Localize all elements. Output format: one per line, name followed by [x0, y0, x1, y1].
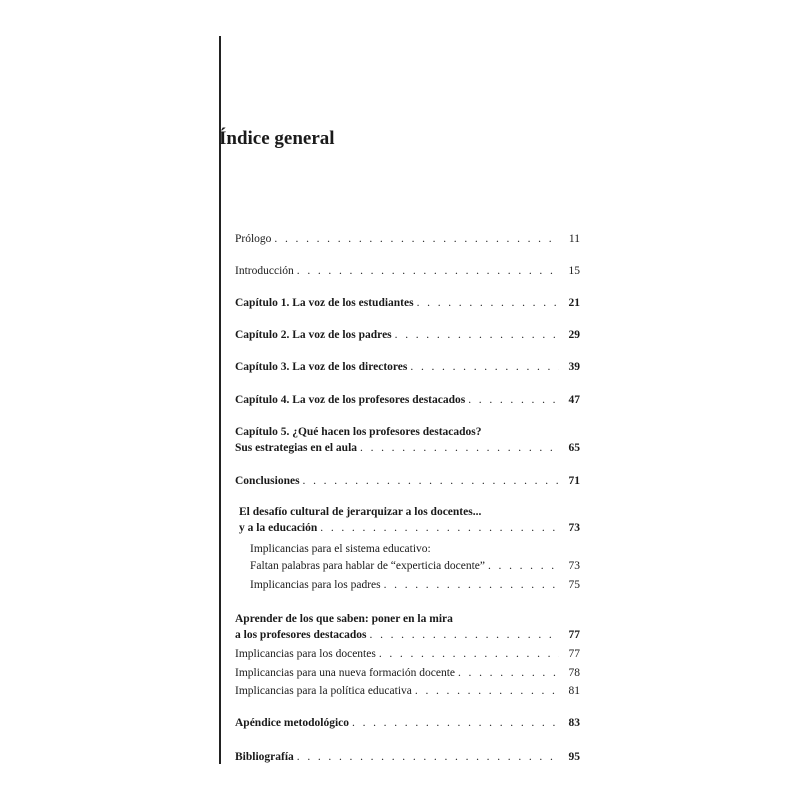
toc-entry-bibliografia — [235, 750, 580, 764]
toc-entry-desafio-line1: El desafío cultural de jerarquizar a los docentes... — [239, 506, 482, 518]
toc-entry-capitulo-4 — [235, 393, 580, 407]
toc-subentry-sistema-line1: Implicancias para el sistema educativo: — [250, 543, 431, 555]
dot-leader — [297, 264, 559, 278]
toc-page-number: 71 — [568, 475, 580, 487]
page-title: Índice general — [219, 128, 335, 149]
toc-entry-aprender-line1: Aprender de los que saben: poner en la mira — [235, 613, 453, 625]
toc-entry-title: Bibliografía — [235, 751, 294, 763]
toc-page-number: 73 — [568, 560, 580, 572]
dot-leader — [320, 521, 559, 535]
toc-entry-title: Apéndice metodológico — [235, 717, 350, 729]
toc-page-number: 95 — [568, 751, 580, 763]
toc-entry-title: Conclusiones — [235, 475, 300, 487]
toc-entry-title: Capítulo 3. La voz de los directores — [235, 361, 408, 373]
dot-leader — [352, 716, 559, 730]
toc-page-number: 73 — [568, 522, 580, 534]
toc-entry-title: Capítulo 1. La voz de los estudiantes — [235, 297, 414, 309]
dot-leader — [384, 578, 559, 592]
toc-page-number: 81 — [568, 685, 580, 697]
toc-entry-title: Implicancias para una nueva formación docente — [235, 667, 455, 679]
toc-page-number: 39 — [568, 361, 580, 373]
toc-entry-prologo — [235, 232, 580, 246]
toc-subentry-docentes — [235, 647, 580, 661]
toc-entry-title: a los profesores destacados — [235, 629, 367, 641]
toc-entry-title: Capítulo 2. La voz de los padres — [235, 329, 392, 341]
dot-leader — [274, 232, 559, 246]
toc-page-number: 15 — [568, 265, 580, 277]
toc-page-number: 83 — [568, 717, 580, 729]
toc-page-number: 65 — [568, 442, 580, 454]
dot-leader — [303, 474, 559, 488]
dot-leader — [360, 441, 559, 455]
toc-entry-capitulo-2 — [235, 328, 580, 342]
dot-leader — [297, 750, 559, 764]
toc-entry-conclusiones — [235, 474, 580, 488]
toc-entry-title: Introducción — [235, 265, 294, 277]
toc-page-number: 75 — [568, 579, 580, 591]
toc-entry-title: Implicancias para los docentes — [235, 648, 376, 660]
toc-page-number: 29 — [568, 329, 580, 341]
toc-page-number: 77 — [568, 648, 580, 660]
dot-leader — [370, 628, 559, 642]
dot-leader — [395, 328, 559, 342]
toc-entry-desafio — [239, 521, 580, 535]
dot-leader — [468, 393, 559, 407]
toc-entry-title: Faltan palabras para hablar de “experticia docente” — [250, 560, 485, 572]
toc-entry-title: Implicancias para los padres — [250, 579, 381, 591]
toc-entry-capitulo-5-line1: Capítulo 5. ¿Qué hacen los profesores destacados? — [235, 426, 482, 438]
toc-page-number: 47 — [568, 394, 580, 406]
toc-page-number: 11 — [568, 233, 580, 245]
toc-entry-title: Capítulo 4. La voz de los profesores destacados — [235, 394, 466, 406]
toc-entry-aprender — [235, 628, 580, 642]
toc-entry-introduccion — [235, 264, 580, 278]
toc-entry-title: Implicancias para la política educativa — [235, 685, 412, 697]
toc-entry-capitulo-1 — [235, 296, 580, 310]
dot-leader — [415, 684, 559, 698]
dot-leader — [410, 360, 559, 374]
toc-subentry-sistema — [250, 559, 580, 573]
toc-entry-capitulo-3 — [235, 360, 580, 374]
dot-leader — [458, 666, 559, 680]
dot-leader — [488, 559, 559, 573]
dot-leader — [417, 296, 559, 310]
toc-entry-title: Sus estrategias en el aula — [235, 442, 358, 454]
toc-entry-title: y a la educación — [239, 522, 318, 534]
toc-subentry-padres — [250, 578, 580, 592]
toc-entry-apendice — [235, 716, 580, 730]
toc-subentry-politica — [235, 684, 580, 698]
toc-page-number: 78 — [568, 667, 580, 679]
toc-page-number: 21 — [568, 297, 580, 309]
toc-page-number: 77 — [568, 629, 580, 641]
toc-entry-title: Prólogo — [235, 233, 272, 245]
toc-subentry-formacion — [235, 666, 580, 680]
toc-entry-capitulo-5 — [235, 441, 580, 455]
dot-leader — [379, 647, 559, 661]
